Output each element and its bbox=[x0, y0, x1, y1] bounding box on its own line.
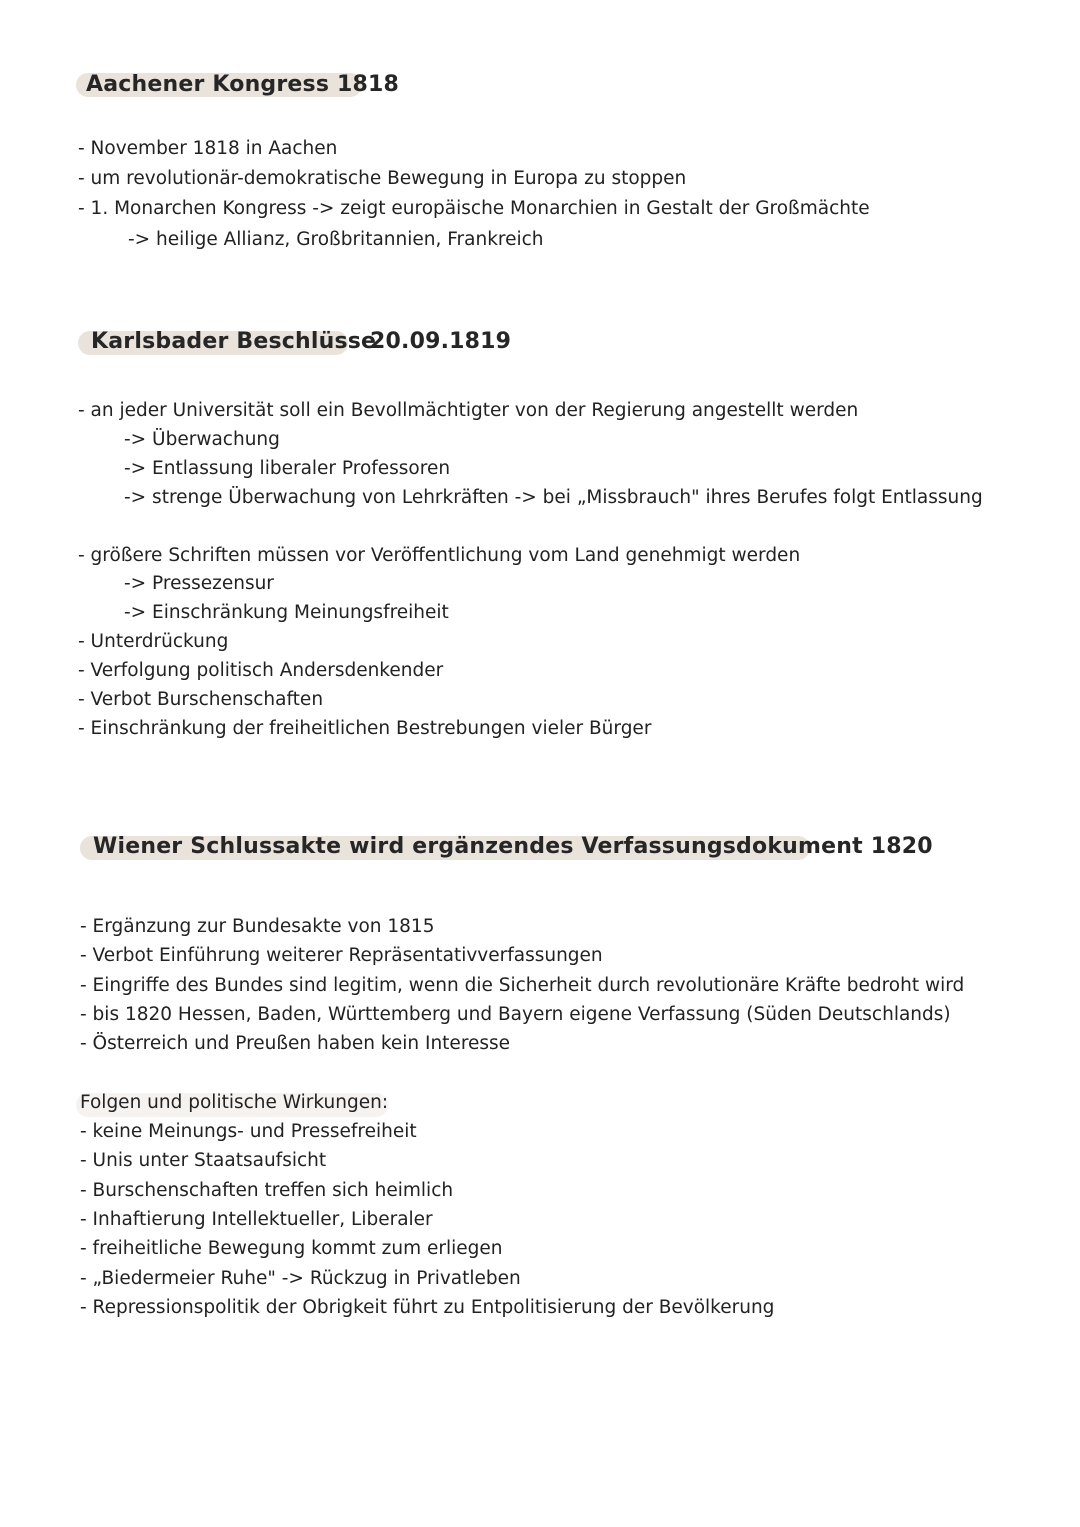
list-item: - Einschränkung der freiheitlichen Bestrebungen vieler Bürger bbox=[78, 718, 652, 739]
list-item: - Eingriffe des Bundes sind legitim, wenn die Sicherheit durch revolutionäre Kräfte bedroht wird bbox=[80, 975, 965, 996]
list-item: - Österreich und Preußen haben kein Interesse bbox=[80, 1033, 511, 1054]
list-item: - Verbot Burschenschaften bbox=[78, 689, 324, 710]
list-item: - Unis unter Staatsaufsicht bbox=[80, 1150, 327, 1171]
list-item: - keine Meinungs- und Pressefreiheit bbox=[80, 1121, 417, 1142]
list-item: -> heilige Allianz, Großbritannien, Frankreich bbox=[128, 229, 544, 250]
list-item: - Inhaftierung Intellektueller, Liberaler bbox=[80, 1209, 433, 1230]
section-date-karlsbad: 20.09.1819 bbox=[370, 329, 512, 354]
list-item: - bis 1820 Hessen, Baden, Württemberg und Bayern eigene Verfassung (Süden Deutschlands) bbox=[80, 1004, 951, 1025]
list-item: - Burschenschaften treffen sich heimlich bbox=[80, 1180, 454, 1201]
list-item: - Unterdrückung bbox=[78, 631, 229, 652]
list-item: - 1. Monarchen Kongress -> zeigt europäische Monarchien in Gestalt der Großmächte bbox=[78, 198, 870, 219]
list-item: - größere Schriften müssen vor Veröffentlichung vom Land genehmigt werden bbox=[78, 545, 801, 566]
section-title-aachen: Aachener Kongress 1818 bbox=[86, 72, 400, 97]
list-item: -> Entlassung liberaler Professoren bbox=[124, 458, 451, 479]
list-item: - Verbot Einführung weiterer Repräsentativverfassungen bbox=[80, 945, 603, 966]
section-title-karlsbad: Karlsbader Beschlüsse bbox=[91, 329, 377, 354]
section-title-wien: Wiener Schlussakte wird ergänzendes Verfassungsdokument 1820 bbox=[93, 834, 933, 859]
subheading: Folgen und politische Wirkungen: bbox=[80, 1092, 389, 1113]
list-item: - an jeder Universität soll ein Bevollmächtigter von der Regierung angestellt werden bbox=[78, 400, 859, 421]
list-item: - Verfolgung politisch Andersdenkender bbox=[78, 660, 444, 681]
list-item: - um revolutionär-demokratische Bewegung in Europa zu stoppen bbox=[78, 168, 687, 189]
list-item: -> strenge Überwachung von Lehrkräften -> bei „Missbrauch" ihres Berufes folgt Entlassung bbox=[124, 487, 983, 508]
list-item: - Repressionspolitik der Obrigkeit führt zu Entpolitisierung der Bevölkerung bbox=[80, 1297, 775, 1318]
list-item: -> Überwachung bbox=[124, 429, 280, 450]
list-item: - freiheitliche Bewegung kommt zum erliegen bbox=[80, 1238, 503, 1259]
list-item: -> Pressezensur bbox=[124, 573, 274, 594]
list-item: - „Biedermeier Ruhe" -> Rückzug in Privatleben bbox=[80, 1268, 521, 1289]
list-item: - November 1818 in Aachen bbox=[78, 138, 338, 159]
list-item: -> Einschränkung Meinungsfreiheit bbox=[124, 602, 449, 623]
list-item: - Ergänzung zur Bundesakte von 1815 bbox=[80, 916, 435, 937]
